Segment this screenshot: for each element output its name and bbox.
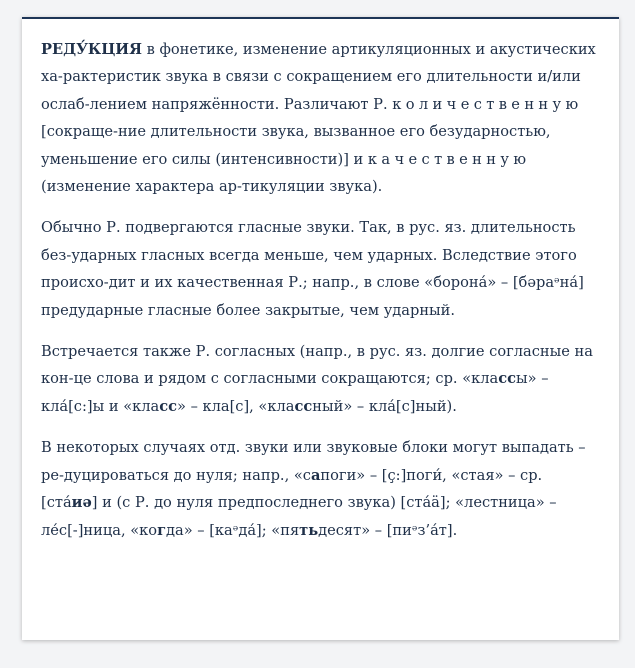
bold-fragment: иə xyxy=(71,494,92,512)
text-fragment: поги» – [ç:]поги́, «стая» – ср. [ста́ xyxy=(41,466,543,512)
text-fragment: Встречается также Р. согласных (напр., в рус. яз. долгие согласные на кон-це слова и рядом с согласными сокращаются; ср. «кла xyxy=(41,343,593,388)
text-fragment: (изменение характера ар-тикуляции звука). xyxy=(41,178,383,196)
paragraph-zero-reduction xyxy=(41,434,597,544)
bold-fragment: сс xyxy=(294,397,313,415)
bold-fragment: г xyxy=(157,521,167,539)
bold-fragment: сс xyxy=(159,397,177,415)
article-term: РЕДУ́КЦИЯ xyxy=(41,41,142,58)
bold-fragment: а xyxy=(310,466,321,484)
text-fragment: ] и (с Р. до нуля предпоследнего звука) [ста́ä]; «лестница» – ле́с[-]ница, «ко xyxy=(41,494,557,539)
text-fragment: ный» – кла́[с]ный). xyxy=(312,397,457,415)
spaced-term-quantitative: количественную xyxy=(392,95,583,113)
text-fragment: десят» – [пиᵊз’а́т]. xyxy=(318,521,458,539)
text-fragment: да» – [каᵊда́]; «пя xyxy=(166,521,300,539)
text-fragment: в фонетике, изменение артикуляционных и акустических ха-рактеристик звука в связи с сокращением его длительности и/или ослаб-лением напряжённости. Различают Р. xyxy=(41,41,596,113)
bold-fragment: сс xyxy=(498,370,517,388)
bold-fragment: ть xyxy=(299,521,319,539)
paragraph-consonants xyxy=(41,338,597,420)
text-fragment: ы» – кла́[с:]ы и «кла xyxy=(41,370,549,415)
paragraph-vowels: Обычно Р. подвергаются гласные звуки. Так, в рус. яз. длительность без-ударных гласных всегда меньше, чем ударных. Вследствие этого происхо-дит и их качественная Р.; напр., в слове «борона́» – [бәраᵊна́] предударные гласные более закрытые, чем ударный. xyxy=(41,219,584,319)
text-fragment: [сокраще-ние длительности звука, вызванное его безударностью, уменьшение его силы (интенсивности)] и xyxy=(41,123,551,168)
article-card xyxy=(22,17,619,640)
text-fragment: » – кла[с], «кла xyxy=(177,397,295,415)
spaced-term-qualitative: качественную xyxy=(367,150,531,168)
text-fragment: В некоторых случаях отд. звуки или звуковые блоки могут выпадать – ре-дуцироваться до нуля; напр., «с xyxy=(41,439,586,484)
paragraph-definition xyxy=(41,36,597,200)
